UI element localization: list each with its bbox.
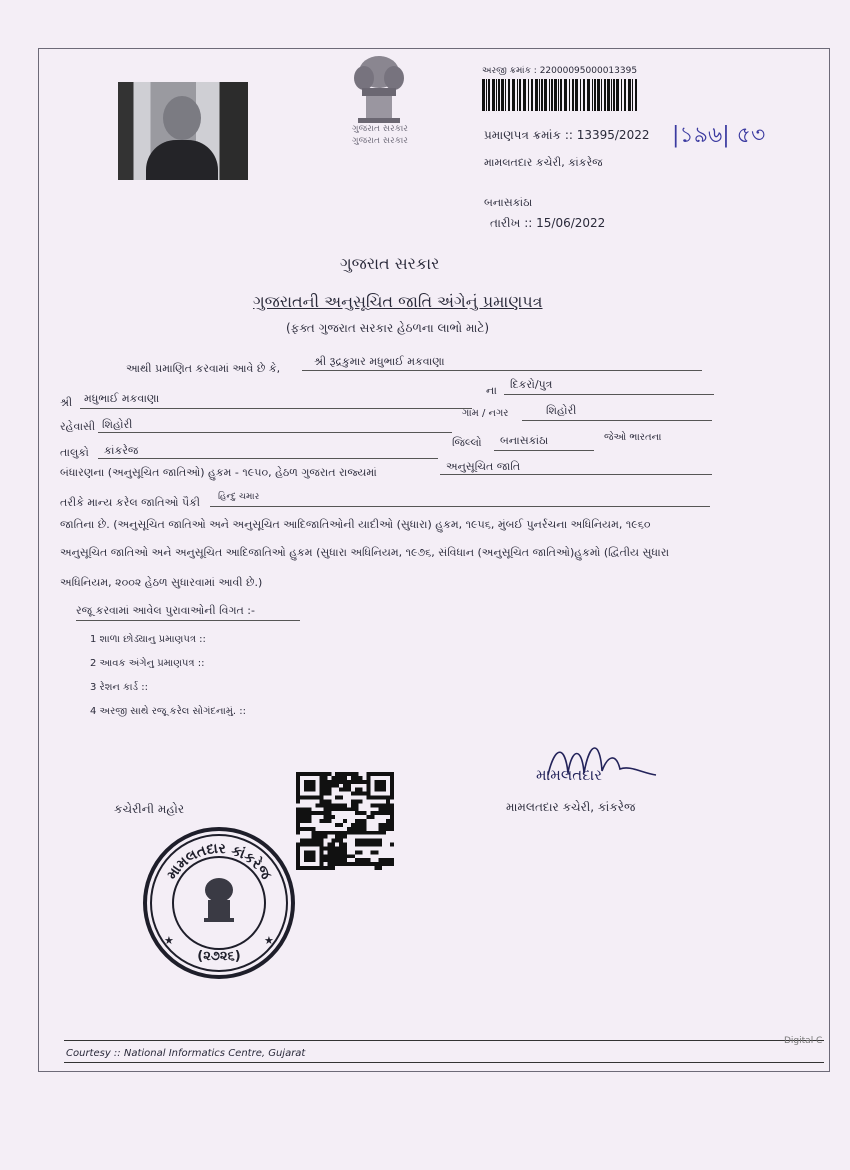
- applicant-photo: [118, 82, 248, 180]
- issue-date-label: તારીખ ::: [490, 216, 537, 230]
- office-district: બનાસકાંઠા: [484, 196, 533, 209]
- recognized-label: તરીકે માન્ય કરેલ જાતિઓ પૈકી: [60, 496, 201, 509]
- certificate-number: 13395/2022: [576, 128, 650, 142]
- emblem-caption-2: ગુજરાત સરકાર: [352, 136, 408, 146]
- certificate-subtitle: (ફક્ત ગુજરાત સરકાર હેઠળના લાભો માટે): [286, 321, 490, 335]
- document-item: 3 રેશન કાર્ડ ::: [90, 682, 148, 693]
- caste: હિન્દુ ચમાર: [218, 492, 260, 502]
- handwritten-reference: |১৯৬| ৫৩: [672, 123, 766, 148]
- svg-text:★: ★: [164, 934, 174, 947]
- taluka-label: તાલુકો: [60, 446, 89, 459]
- resident: શિહોરી: [102, 418, 133, 431]
- village-label: ગામ / નગર: [462, 408, 509, 419]
- certificate-number-label: પ્રમાણપત્ર ક્રમાંક ::: [484, 128, 577, 142]
- document-item: 1 શાળા છોડ્યાનુ પ્રમાણપત્ર ::: [90, 634, 206, 645]
- seal-top-text: મામલતદાર કાંકરેજ: [164, 840, 274, 883]
- emblem-caption: ગુજરાત સરકાર: [352, 124, 408, 134]
- svg-text:★: ★: [264, 934, 274, 947]
- office-name: મામલતદાર કચેરી, કાંકરેજ: [484, 156, 603, 169]
- government-title: ગુજરાત સરકાર: [340, 254, 440, 273]
- courtesy-text: Courtesy :: National Informatics Centre, Gujarat: [66, 1048, 306, 1059]
- signature: [530, 735, 660, 795]
- person-name: શ્રી રૂદ્રકુમાર મધુભાઈ મકવાણા: [314, 355, 445, 368]
- taluka: કાંકરેજ: [104, 444, 139, 457]
- barcode: [482, 79, 637, 111]
- paragraph-line-2: અનુસૂચિત જાતિઓ અને અનુસૂચિત આદિજાતિઓ હુકમ (સુધારા અધિનિયમ, ૧૯૭૬, સંવિધાન (અનુસૂચિત જાતિઓ)હુકમો (દ્વિતીય સુધારા: [60, 546, 670, 559]
- constitution-text: બંધારણના (અનુસૂચિત જાતિઓ) હુકમ - ૧૯૫૦, હેઠળ ગુજરાત રાજ્યમાં: [60, 466, 377, 479]
- paragraph-line-1: જાતિના છે. (અનુસૂચિત જાતિઓ અને અનુસૂચિત આદિજાતિઓની યાદીઓ (સુધારા) હુકમ, ૧૯૫૬, મુંબઈ પુનર્રચના અધિનિયમ, ૧૯૬૦: [60, 518, 651, 531]
- na-label: ના: [486, 384, 497, 397]
- certificate-title: ગુજરાતની અનુસૂચિત જાતિ અંગેનું પ્રમાણપત્ર: [253, 292, 543, 311]
- acknowledgment-number: અરજી ક્રમાંક : 22000095000013395: [482, 66, 638, 76]
- documents-heading: રજૂ કરવામાં આવેલ પુરાવાઓની વિગત :-: [76, 604, 255, 617]
- digital-mark: Digital C: [784, 1036, 823, 1046]
- issue-date-row: [490, 216, 605, 231]
- certify-label: આથી પ્રમાણિત કરવામાં આવે છે કે,: [126, 362, 281, 375]
- category: અનુસૂચિત જાતિ: [446, 460, 521, 473]
- village: શિહોરી: [546, 404, 577, 417]
- paragraph-line-3: અધિનિયમ, ૨૦૦૨ હેઠળ સુધારવામાં આવી છે.): [60, 576, 263, 589]
- office-seal-label: કચેરીની મહોર: [114, 802, 185, 816]
- resident-label: રહેવાસી: [60, 420, 96, 433]
- relation: દિકરો/પુત્ર: [510, 378, 553, 391]
- signatory: મામલતદાર કચેરી, કાંકરેજ: [506, 800, 636, 814]
- seal-bottom-text: (૨૭૨૬): [197, 949, 241, 964]
- district-label: જિલ્લો: [452, 436, 482, 449]
- document-item: 2 આવક અંગેનુ પ્રમાણપત્ર ::: [90, 658, 205, 669]
- shri-label: શ્રી: [60, 396, 73, 409]
- qr-code: [296, 772, 394, 870]
- certificate-number-row: [484, 128, 649, 143]
- issue-date: 15/06/2022: [536, 216, 606, 230]
- who-label: જેઓ ભારતના: [604, 432, 662, 443]
- office-seal: [142, 826, 296, 980]
- father-name: મધુભાઈ મકવાણા: [84, 392, 160, 405]
- signature-text: મામલતદાર: [536, 766, 602, 784]
- district: બનાસકાંઠા: [500, 434, 549, 447]
- seal-emblem-icon: [204, 878, 234, 922]
- document-item: 4 અરજી સાથે રજૂ કરેલ સોગંદનામું. ::: [90, 706, 247, 717]
